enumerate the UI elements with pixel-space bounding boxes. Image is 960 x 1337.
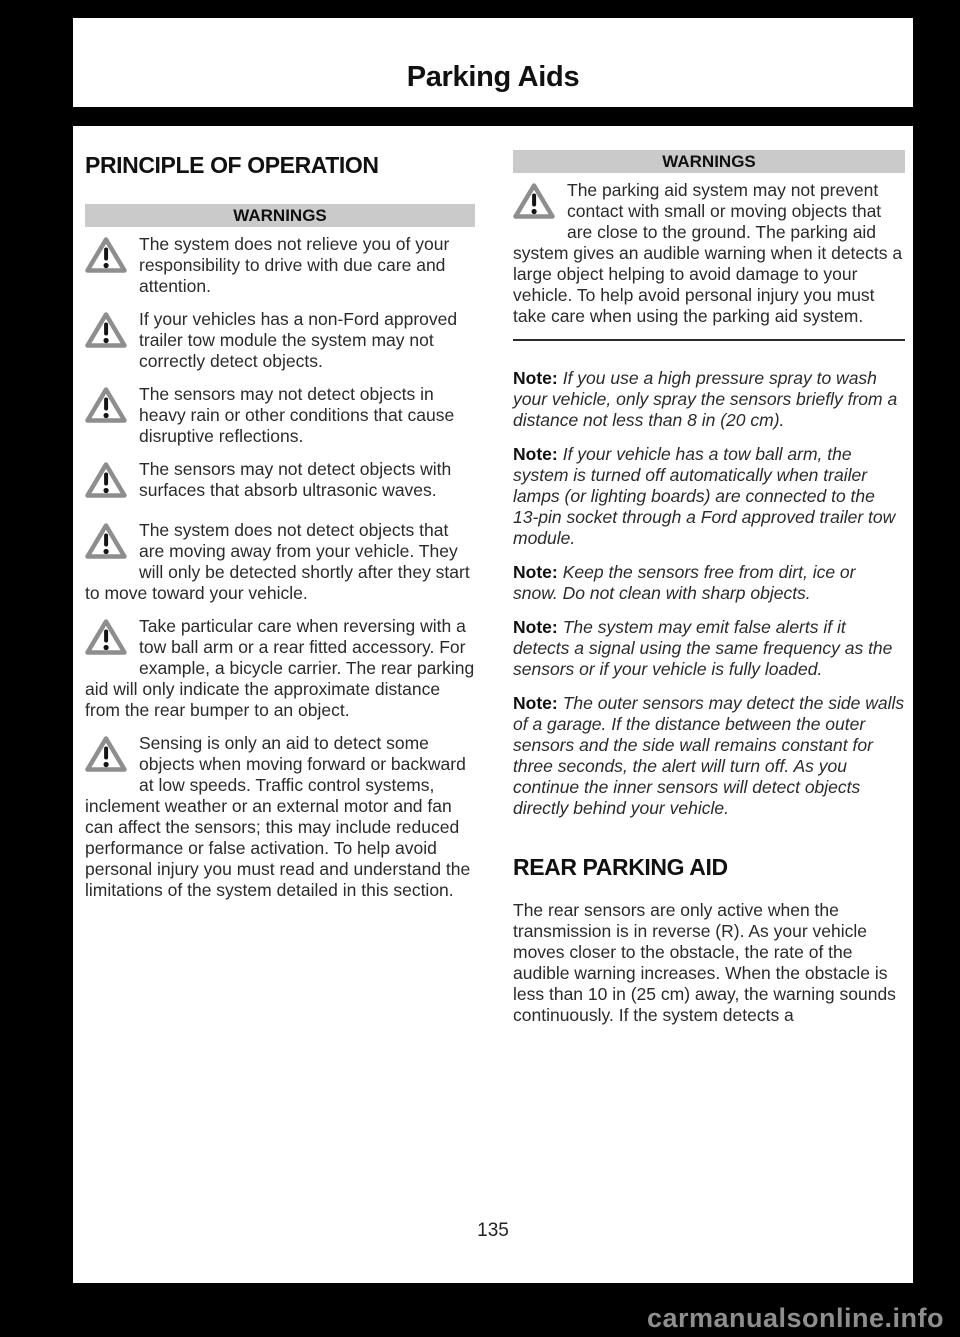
warning-item: [85, 733, 475, 901]
left-column: [85, 150, 475, 1283]
watermark: carmanualsonline.info: [646, 1303, 944, 1333]
warning-triangle-icon: [85, 461, 127, 499]
content-area: [73, 126, 913, 1283]
warning-item: [85, 459, 475, 508]
page-header: [73, 18, 913, 107]
page-title: Parking Aids: [406, 61, 580, 93]
section-title-principle-of-operation: PRINCIPLE OF OPERATION: [85, 152, 379, 178]
warning-triangle-icon: [85, 522, 127, 560]
warning-triangle-icon: [85, 735, 127, 773]
rear-parking-aid-paragraph: The rear sensors are only active when the transmission is in reverse (R). As your vehicle moves closer to the obstacle, the rate of the audible warning increases. When the obstacle is less than 10 in (25 cm) away, the warning sounds continuously. If the system detects a: [513, 900, 896, 1026]
warning-triangle-icon: [85, 311, 127, 349]
note-label: Note:: [513, 444, 558, 464]
note-text: If your vehicle has a tow ball arm, the system is turned off automatically when trailer lamps (or lighting boards) are connected to the 13-pin socket through a Ford approved trailer tow module.: [513, 444, 896, 548]
warning-text: Sensing is only an aid to detect some objects when moving forward or backward at low speeds. Traffic control systems, inclement weather or an external motor and fan can affect the sensors; this may include reduced performance or false activation. To help avoid personal injury you must read and understand the limitations of the system detailed in this section.: [85, 733, 471, 901]
warnings-header-bar: WARNINGS: [85, 204, 475, 227]
warning-text: If your vehicles has a non-Ford approved trailer tow module the system may not correctly detect objects.: [139, 309, 458, 372]
warning-text: The system does not relieve you of your responsibility to drive with due care and attention.: [139, 234, 450, 297]
note-item: [513, 444, 905, 549]
note-label: Note:: [513, 368, 558, 388]
warning-triangle-icon: [85, 618, 127, 656]
warning-item: [85, 234, 475, 297]
warning-text: The sensors may not detect objects with surfaces that absorb ultrasonic waves.: [139, 459, 452, 501]
note-text: The outer sensors may detect the side walls of a garage. If the distance between the outer sensors and the side wall remains constant for three seconds, the alert will turn off. As you continue the inner sensors will detect objects directly behind your vehicle.: [513, 693, 905, 818]
warning-triangle-icon: [513, 182, 555, 220]
warning-item: [513, 180, 905, 327]
notes-list: [513, 368, 905, 819]
warning-text: The sensors may not detect objects in heavy rain or other conditions that cause disruptive reflections.: [139, 384, 455, 447]
warning-text: The system does not detect objects that are moving away from your vehicle. They will only be detected shortly after they start to move toward your vehicle.: [85, 520, 470, 604]
warning-item: [85, 616, 475, 721]
page-number: 135: [477, 1220, 509, 1241]
note-item: [513, 562, 905, 604]
warning-item: [85, 309, 475, 372]
warning-item: [85, 520, 475, 604]
warnings-end-rule: [513, 339, 905, 341]
warning-text: The parking aid system may not prevent contact with small or moving objects that are close to the ground. The parking aid system gives an audible warning when it detects a large object helping to avoid damage to your vehicle. To help avoid personal injury you must take care when using the parking aid system.: [513, 180, 903, 326]
right-column: [513, 150, 905, 1283]
warning-text: Take particular care when reversing with a tow ball arm or a rear fitted accessory. For example, a bicycle carrier. The rear parking aid will only indicate the approximate distance from the rear bumper to an object.: [85, 616, 475, 721]
warning-triangle-icon: [85, 236, 127, 274]
note-item: [513, 368, 905, 431]
warning-item: [85, 384, 475, 447]
warnings-header-bar: WARNINGS: [513, 150, 905, 173]
warning-triangle-icon: [85, 386, 127, 424]
note-label: Note:: [513, 617, 558, 637]
note-item: [513, 617, 905, 680]
note-text: The system may emit false alerts if it detects a signal using the same frequency as the sensors or if your vehicle is fully loaded.: [513, 617, 893, 679]
note-label: Note:: [513, 562, 558, 582]
note-text: If you use a high pressure spray to wash your vehicle, only spray the sensors briefly from a distance not less than 8 in (20 cm).: [513, 368, 898, 430]
note-item: [513, 693, 905, 819]
note-label: Note:: [513, 693, 558, 713]
note-text: Keep the sensors free from dirt, ice or snow. Do not clean with sharp objects.: [513, 562, 856, 603]
section-title-rear-parking-aid: REAR PARKING AID: [513, 854, 728, 880]
